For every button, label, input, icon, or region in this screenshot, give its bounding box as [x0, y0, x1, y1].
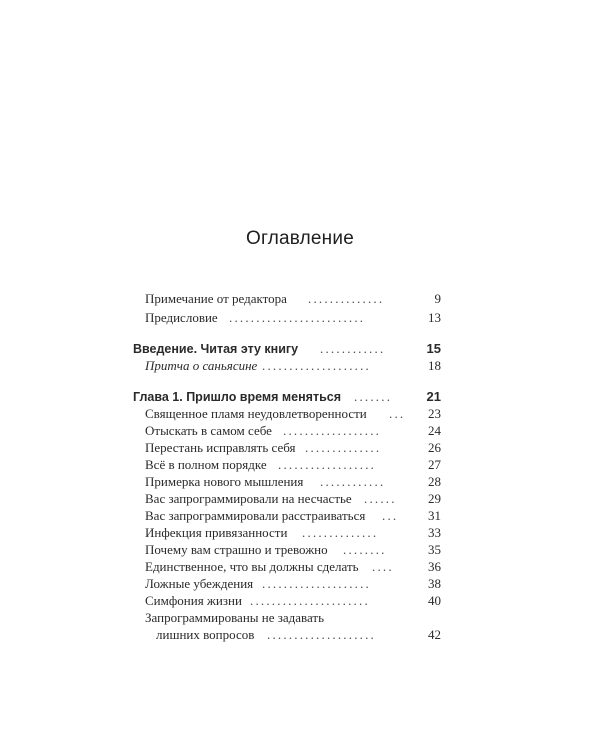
toc-leader-dots: ......................... — [229, 310, 366, 325]
toc-entry-page: 21 — [426, 389, 441, 404]
toc-entry[interactable] — [0, 558, 600, 576]
toc-entry-page: 29 — [428, 491, 441, 506]
toc-entry-line-2[interactable] — [0, 626, 600, 644]
toc-entry-label: Запрограммированы не задавать — [145, 610, 325, 625]
toc-leader-dots: .............. — [302, 525, 379, 540]
toc-entry-label: Ложные убеждения — [145, 576, 254, 591]
toc-entry-label: Предисловие — [145, 310, 218, 325]
toc-entry-label: Священное пламя неудовлетворенности — [145, 406, 367, 421]
toc-entry-page: 33 — [428, 525, 441, 540]
toc-entry-label: Инфекция привязанности — [145, 525, 288, 540]
toc-entry-page: 23 — [428, 406, 441, 421]
toc-entry-page: 40 — [428, 593, 441, 608]
toc-entry-label: Всё в полном порядке — [145, 457, 267, 472]
toc-entry[interactable] — [0, 541, 600, 559]
toc-entry[interactable] — [0, 405, 600, 423]
toc-leader-dots: .............. — [305, 440, 382, 455]
toc-leader-dots: .................. — [283, 423, 382, 438]
toc-leader-dots: ...................... — [250, 593, 370, 608]
toc-leader-dots: ... — [382, 508, 399, 523]
toc-entry-label: Отыскать в самом себе — [145, 423, 272, 438]
toc-leader-dots: ... — [389, 406, 406, 421]
toc-entry[interactable] — [0, 575, 600, 593]
toc-entry-label: Вас запрограммировали на несчастье — [145, 491, 352, 506]
toc-leader-dots: .................... — [267, 627, 376, 642]
toc-leader-dots: ........ — [343, 542, 387, 557]
toc-leader-dots: ...... — [364, 491, 397, 506]
toc-entry-line-1[interactable] — [0, 609, 600, 627]
toc-entry[interactable] — [0, 473, 600, 491]
toc-entry-page: 15 — [426, 341, 441, 356]
toc-entry[interactable] — [0, 507, 600, 525]
toc-entry[interactable] — [0, 309, 600, 327]
toc-entry-label: Примерка нового мышления — [145, 474, 304, 489]
toc-entry[interactable] — [0, 439, 600, 457]
toc-entry-page: 27 — [428, 457, 441, 472]
toc-entry-page: 13 — [428, 310, 441, 325]
toc-entry-label: Притча о саньясине — [145, 358, 258, 373]
toc-entry-label: Введение. Читая эту книгу — [133, 342, 299, 356]
toc-leader-dots: .................... — [262, 358, 371, 373]
toc-leader-dots: ............ — [320, 474, 386, 489]
toc-entry-page: 24 — [428, 423, 441, 438]
toc-entry-label: Почему вам страшно и тревожно — [145, 542, 328, 557]
toc-entry-label: Вас запрограммировали расстраиваться — [145, 508, 366, 523]
toc-entry-label: Единственное, что вы должны сделать — [145, 559, 359, 574]
toc-leader-dots: ............ — [320, 341, 386, 356]
toc-entry-page: 9 — [434, 291, 441, 306]
toc-entry[interactable] — [0, 592, 600, 610]
toc-entry-page: 28 — [428, 474, 441, 489]
toc-entry[interactable] — [0, 490, 600, 508]
toc-entry-page: 31 — [428, 508, 441, 523]
toc-entry-page: 35 — [428, 542, 441, 557]
toc-leader-dots: .... — [372, 559, 394, 574]
toc-chapter-entry[interactable] — [0, 340, 600, 358]
toc-entry[interactable] — [0, 290, 600, 308]
toc-entry[interactable] — [0, 456, 600, 474]
toc-leader-dots: .................. — [278, 457, 377, 472]
toc-leader-dots: .............. — [308, 291, 385, 306]
toc-entry-page: 26 — [428, 440, 441, 455]
toc-entry-label: Симфония жизни — [145, 593, 242, 608]
toc-entry-page: 18 — [428, 358, 441, 373]
page-title: Оглавление — [246, 228, 354, 249]
toc-entry-label: Перестань исправлять себя — [145, 440, 296, 455]
toc-entry[interactable] — [0, 524, 600, 542]
toc-entry-page: 42 — [428, 627, 441, 642]
toc-chapter-entry[interactable] — [0, 388, 600, 406]
toc-leader-dots: ....... — [354, 389, 393, 404]
toc-entry[interactable] — [0, 422, 600, 440]
toc-entry[interactable] — [0, 357, 600, 375]
toc-entry-page: 38 — [428, 576, 441, 591]
toc-entry-page: 36 — [428, 559, 441, 574]
toc-entry-label: Примечание от редактора — [145, 291, 287, 306]
toc-entry-label: Глава 1. Пришло время меняться — [133, 390, 342, 404]
toc-leader-dots: .................... — [262, 576, 371, 591]
toc-entry-label: лишних вопросов — [156, 627, 255, 642]
